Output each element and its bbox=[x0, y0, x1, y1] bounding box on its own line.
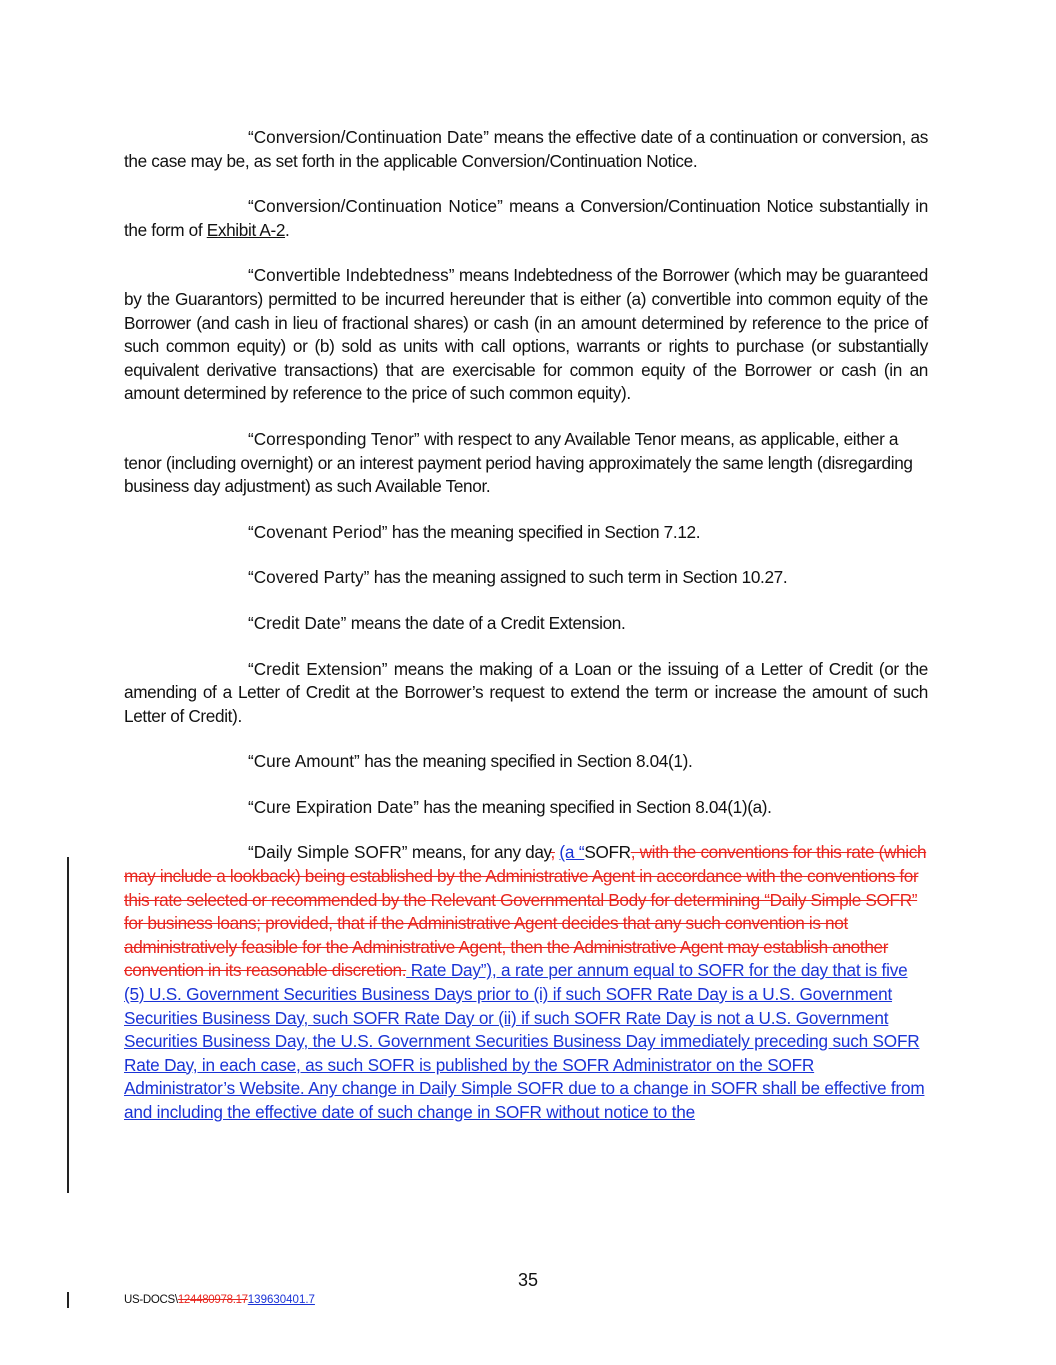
document-page bbox=[124, 126, 928, 1147]
defined-term: “Covered Party” bbox=[248, 567, 370, 588]
footer-inserted-id: 139630401.7 bbox=[247, 1294, 315, 1306]
definition-convertible-indebtedness bbox=[124, 264, 928, 406]
defined-term: “Credit Date” bbox=[248, 612, 347, 633]
defined-term: “Conversion/Continuation Date” bbox=[248, 127, 489, 147]
definition-text: means the date of a Credit Extension. bbox=[346, 612, 626, 633]
definition-text: means, for any day bbox=[407, 842, 551, 863]
definition-credit-extension bbox=[124, 658, 928, 729]
defined-term: “Cure Expiration Date” bbox=[248, 796, 419, 817]
definition-corresponding-tenor bbox=[124, 428, 928, 499]
definition-conversion-continuation-date bbox=[124, 126, 928, 173]
definition-credit-date bbox=[124, 612, 928, 636]
inserted-text: Rate Day”), a rate per annum equal to SOFR for the day that is five (5) U.S. Government Securities Business Days prior to (i) if such SOFR Rate Day is a U.S. Government Securities Business Day, such SOFR Rate Day or (ii) if such SOFR Rate Day is not a U.S. Government Securities Business Day, the U.S. Government Securities Business Day immediately preceding such SOFR Rate Day, in each case, as such SOFR is published by the SOFR Administrator on the SOFR Administrator’s Website. Any change in Daily Simple SOFR due to a change in SOFR shall be effective from and including the effective date of such change in SOFR without notice to the bbox=[124, 960, 925, 1122]
page-number: 35 bbox=[517, 1270, 539, 1290]
definition-text-end: . bbox=[285, 219, 290, 240]
exhibit-reference: Exhibit A-2 bbox=[206, 219, 286, 240]
inserted-text: (a “ bbox=[559, 842, 585, 863]
defined-term: “Credit Extension” bbox=[248, 658, 388, 679]
footer-doc-prefix: US-DOCS\ bbox=[124, 1294, 178, 1306]
defined-term: “Daily Simple SOFR” bbox=[248, 842, 408, 863]
definition-text: has the meaning assigned to such term in Section 10.27. bbox=[369, 567, 788, 588]
footer-change-bar bbox=[67, 1292, 69, 1308]
definition-text: means a Conversion/Continuation Notice substantially in the form of bbox=[124, 196, 928, 240]
footer-deleted-id: 124480978.17 bbox=[177, 1294, 248, 1306]
definition-conversion-continuation-notice bbox=[124, 195, 928, 242]
definition-text: with respect to any Available Tenor means, as applicable, either a tenor (including overnight) or an interest payment period having approximately the same length (disregarding business day adjustment) as such Available Tenor. bbox=[124, 428, 913, 497]
defined-term: “Convertible Indebtedness” bbox=[248, 265, 455, 286]
deleted-text: , bbox=[550, 842, 555, 863]
definition-cure-expiration-date bbox=[124, 796, 928, 820]
definition-covered-party bbox=[124, 566, 928, 590]
deleted-text: , with the conventions for this rate (which may include a lookback) being established by the Administrative Agent in accordance with the conventions for this rate selected or recommended by the Relevant Governmental Body for determining “Daily Simple SOFR” for business loans; provided, that if the Administrative Agent decides that any such convention is not administratively feasible for the Administrative Agent, then the Administrative Agent may establish another convention in its reasonable discretion. bbox=[124, 842, 927, 981]
document-footer bbox=[124, 1294, 315, 1306]
defined-term: “Corresponding Tenor” bbox=[248, 428, 420, 449]
definition-text: SOFR bbox=[584, 842, 631, 863]
defined-term: “Covenant Period” bbox=[248, 521, 388, 542]
definition-text: has the meaning specified in Section 8.04(1)(a). bbox=[419, 796, 772, 817]
definition-cure-amount bbox=[124, 750, 928, 774]
definition-text: means the effective date of a continuation or conversion, as the case may be, as set forth in the applicable Conversion/Continuation Notice. bbox=[124, 127, 928, 171]
definition-text: means Indebtedness of the Borrower (which may be guaranteed by the Guarantors) permitted to be incurred hereunder that is either (a) convertible into common equity of the Borrower (and cash in lieu of fractional shares) or cash (in an amount determined by reference to the price of such common equity) or (b) sold as units with call options, warrants or rights to purchase (or substantially equivalent derivative transactions) that are exercisable for common equity of the Borrower or cash (in an amount determined by reference to the price of such common equity). bbox=[124, 265, 928, 404]
definition-daily-simple-sofr bbox=[124, 841, 928, 1124]
definition-covenant-period bbox=[124, 521, 928, 545]
definition-text: has the meaning specified in Section 8.04(1). bbox=[359, 751, 693, 772]
definition-text: has the meaning specified in Section 7.12. bbox=[387, 521, 701, 542]
defined-term: “Cure Amount” bbox=[248, 751, 360, 772]
definition-text: means the making of a Loan or the issuing of a Letter of Credit (or the amending of a Letter of Credit at the Borrower’s request to extend the term or increase the amount of such Letter of Credit). bbox=[124, 658, 928, 726]
change-bar bbox=[67, 857, 69, 1193]
defined-term: “Conversion/Continuation Notice” bbox=[248, 196, 503, 217]
